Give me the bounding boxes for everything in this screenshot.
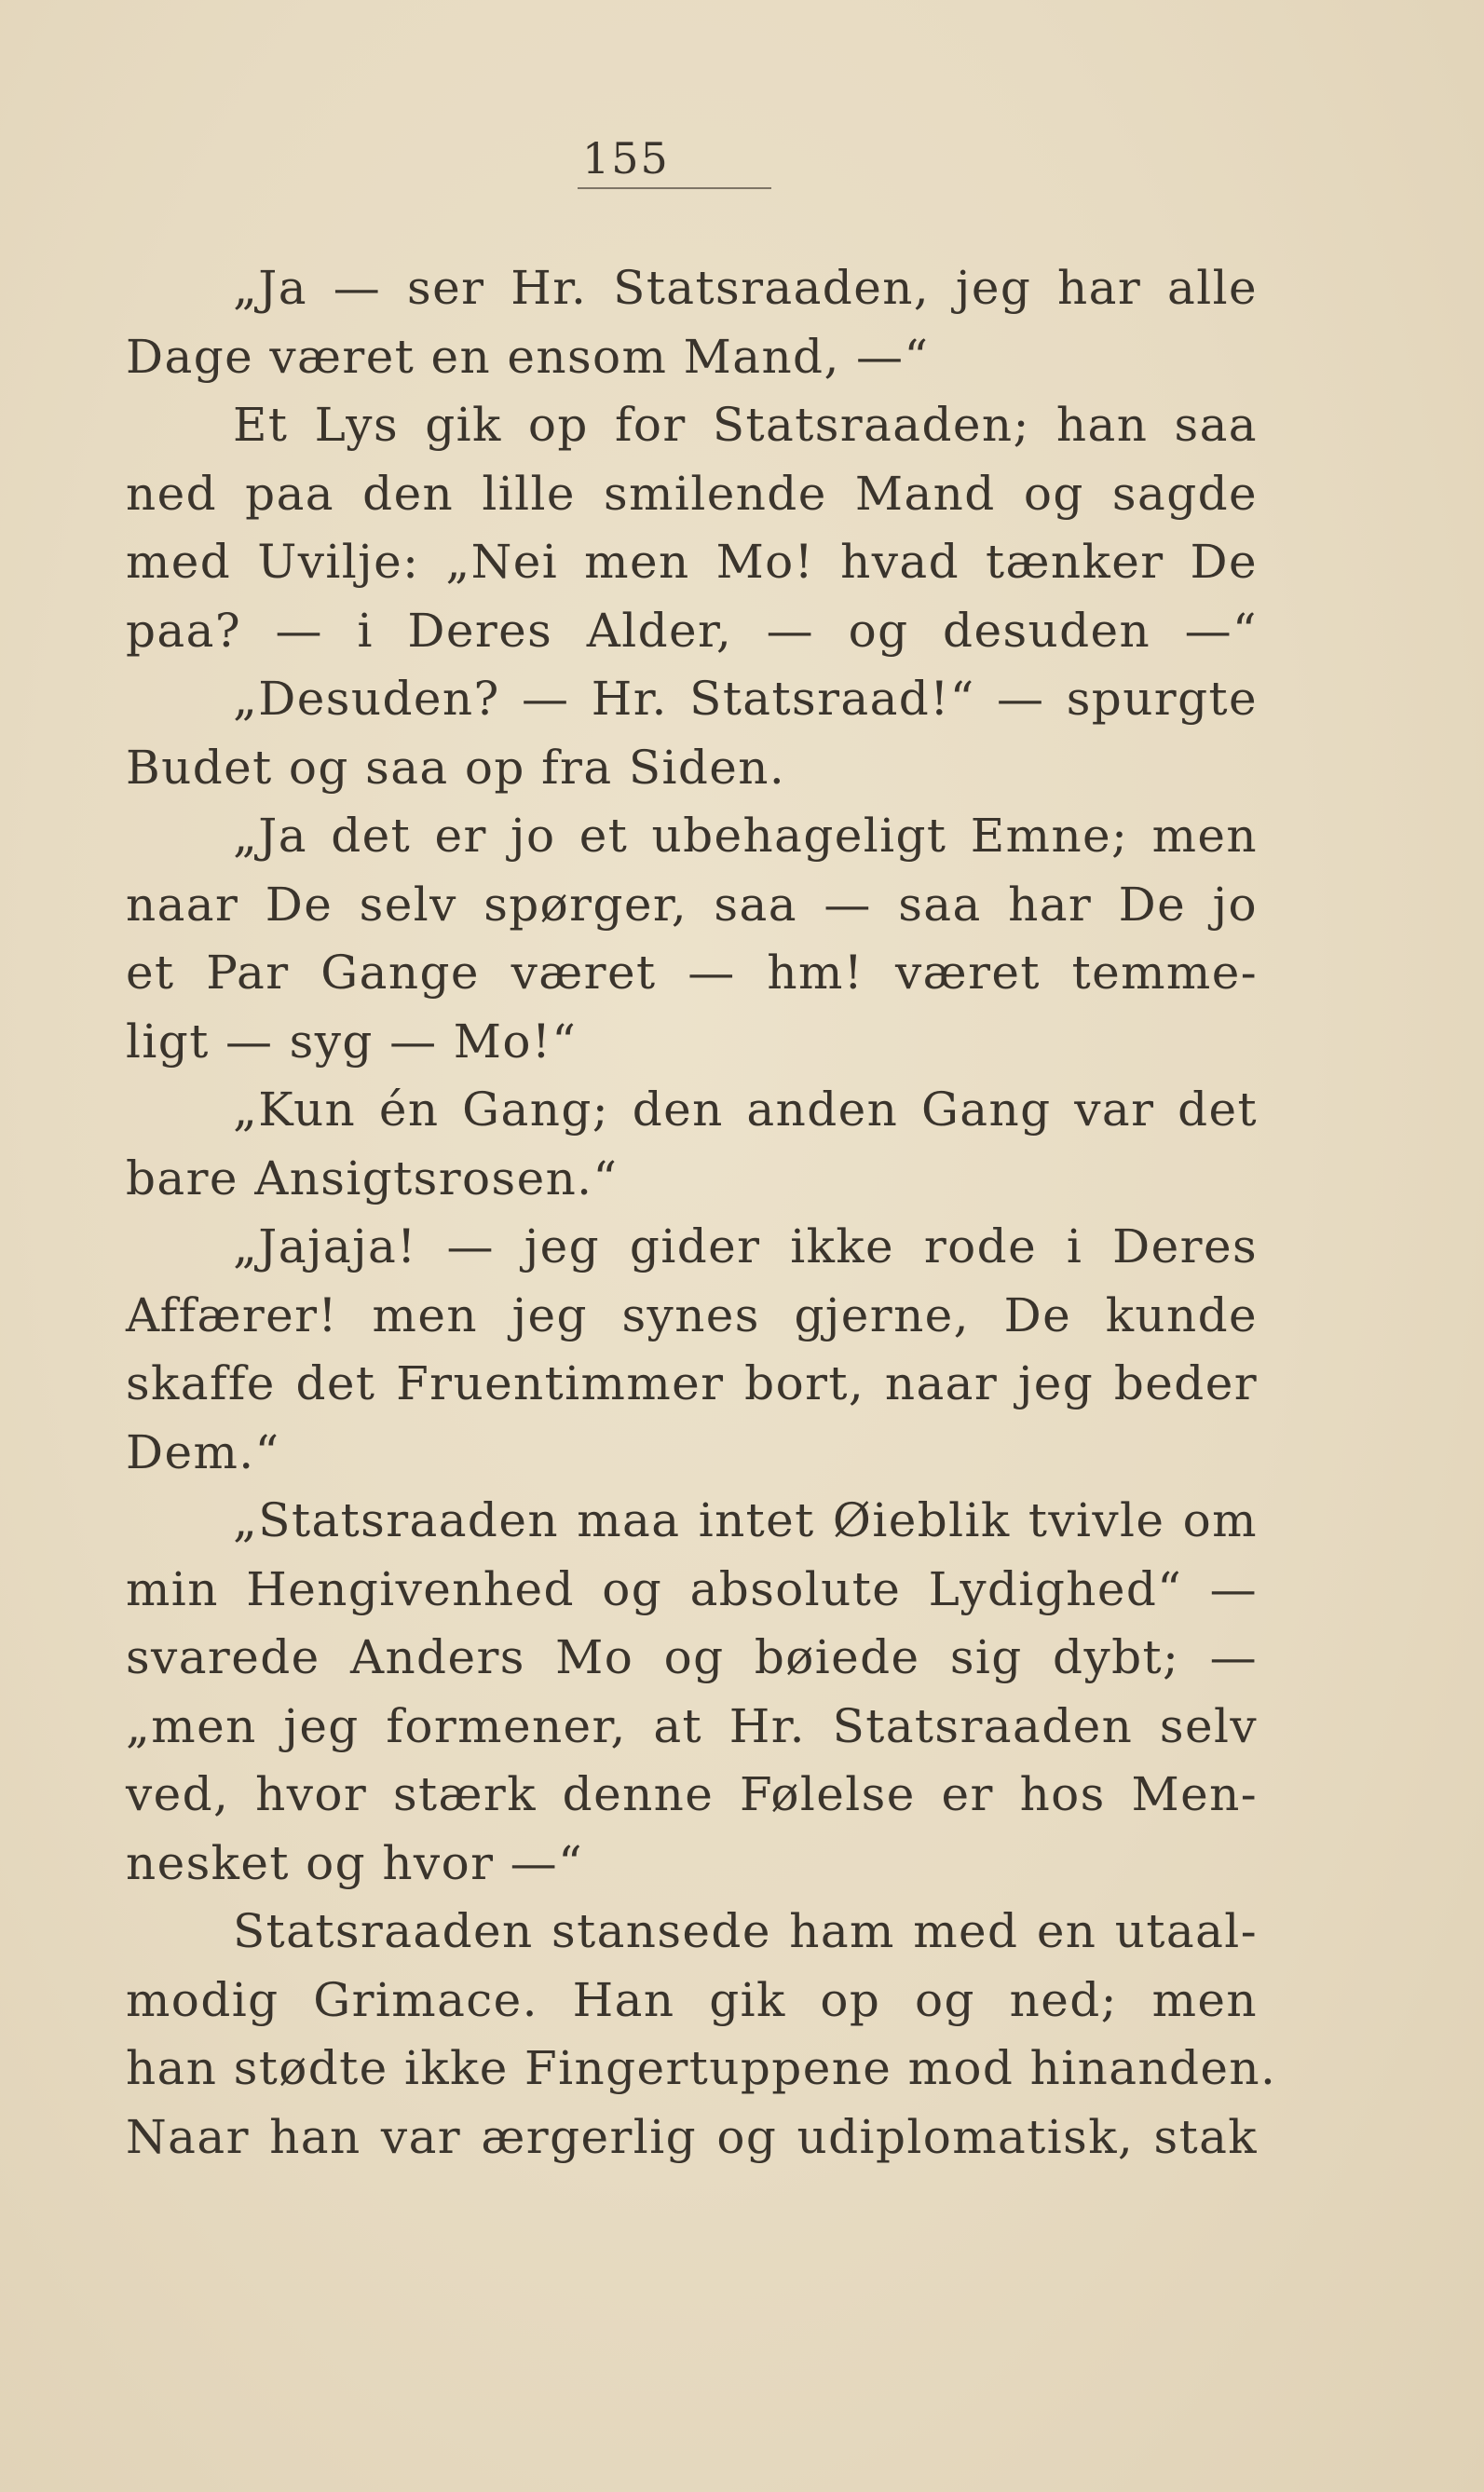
- text-line: Dem.“: [126, 1424, 280, 1479]
- text-line: „Ja — ser Hr. Statsraaden, jeg har alle: [233, 261, 1258, 315]
- page-number: 155: [582, 133, 670, 184]
- text-line: Affærer! men jeg synes gjerne, De kunde: [126, 1287, 1258, 1342]
- text-line: naar De selv spørger, saa — saa har De jo: [126, 877, 1258, 932]
- text-line: „men jeg formener, at Hr. Statsraaden selv: [126, 1698, 1258, 1753]
- text-line: ved, hvor stærk denne Følelse er hos Men-: [126, 1767, 1258, 1821]
- text-line: Dage været en ensom Mand, —“: [126, 329, 930, 384]
- text-line: Et Lys gik op for Statsraaden; han saa: [233, 398, 1258, 452]
- text-line: „Desuden? — Hr. Statsraad!“ — spurgte: [233, 672, 1258, 726]
- body-text: [126, 254, 1277, 2172]
- text-line: „Statsraaden maa intet Øieblik tvivle om: [233, 1493, 1258, 1547]
- text-line: han stødte ikke Fingertuppene mod hinanden.: [126, 2041, 1277, 2095]
- page-number-rule: [578, 187, 771, 189]
- text-line: „Jajaja! — jeg gider ikke rode i Deres: [233, 1219, 1258, 1273]
- text-line: Budet og saa op fra Siden.: [126, 740, 786, 795]
- text-line: „Kun én Gang; den anden Gang var det: [233, 1083, 1258, 1137]
- text-line: paa? — i Deres Alder, — og desuden —“: [126, 603, 1258, 658]
- text-line: Statsraaden stansede ham med en utaal-: [233, 1904, 1258, 1958]
- text-line: ned paa den lille smilende Mand og sagde: [126, 466, 1258, 521]
- text-line: ligt — syg — Mo!“: [126, 1014, 578, 1069]
- text-line: skaffe det Fruentimmer bort, naar jeg beder: [126, 1356, 1258, 1410]
- text-line: nesket og hvor —“: [126, 1835, 584, 1890]
- text-line: min Hengivenhed og absolute Lydighed“ —: [126, 1561, 1258, 1616]
- text-line: „Ja det er jo et ubehageligt Emne; men: [233, 809, 1258, 863]
- text-line: modig Grimace. Han gik op og ned; men: [126, 1972, 1258, 2027]
- text-line: et Par Gange været — hm! været temme-: [126, 946, 1258, 1000]
- text-line: Naar han var ærgerlig og udiplomatisk, stak: [126, 2109, 1258, 2164]
- text-line: svarede Anders Mo og bøiede sig dybt; —: [126, 1630, 1258, 1684]
- text-line: bare Ansigtsrosen.“: [126, 1151, 619, 1205]
- text-line: med Uvilje: „Nei men Mo! hvad tænker De: [126, 535, 1258, 589]
